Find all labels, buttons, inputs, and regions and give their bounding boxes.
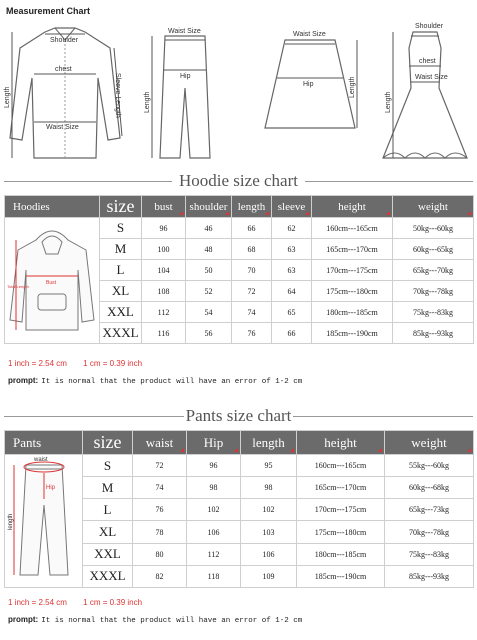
hoodie-illustration [6,220,99,340]
size-cell: L [100,260,142,281]
table-cell: 104 [142,260,186,281]
hoodie-col-shoulder: shoulder [186,196,232,218]
table-cell: 54 [186,302,232,323]
unit-conversion-pants [8,598,156,607]
shirt-diagram [0,18,130,168]
pants-illustration [6,455,82,585]
dress-chest-label: chest [419,58,436,65]
table-cell: 74 [232,302,272,323]
measurement-diagrams [0,18,477,168]
table-cell: 60kg---65kg [393,239,474,260]
dress-length-label: Length [385,91,392,113]
hoodie-col-length: length [232,196,272,218]
shirt-sleeve-label: Sleeve Length [114,73,121,118]
skirt-hip-label: Hip [303,81,314,88]
table-cell: 185cm---190cm [312,323,393,344]
size-cell: M [100,239,142,260]
pants-hip-img-label: Hip [45,485,55,491]
table-cell: 108 [142,281,186,302]
size-cell: M [83,477,133,499]
table-cell: 82 [133,565,187,587]
table-cell: 106 [241,543,297,565]
table-cell: 85kg---93kg [385,565,474,587]
cm-conversion: 1 cm = 0.39 inch [83,359,143,368]
table-cell: 62 [272,218,312,239]
table-row [5,218,474,239]
table-cell: 74 [133,477,187,499]
pants-corner-label: Pants [5,431,83,455]
table-cell: 78 [133,521,187,543]
prompt-label: prompt: [8,376,39,385]
table-cell: 165cm---170cm [297,477,385,499]
table-cell: 60kg---68kg [385,477,474,499]
size-cell: S [100,218,142,239]
table-cell: 70kg---78kg [385,521,474,543]
table-cell: 70kg---78kg [393,281,474,302]
table-cell: 118 [187,565,241,587]
cm-conversion: 1 cm = 0.39 inch [83,598,143,607]
table-cell: 64 [272,281,312,302]
hoodie-size-header: size [100,196,142,218]
table-cell: 66 [232,218,272,239]
table-cell: 109 [241,565,297,587]
skirt-diagram [255,18,365,168]
table-cell: 85kg---93kg [393,323,474,344]
pants-header-row [5,431,474,455]
table-cell: 76 [133,499,187,521]
prompt-text: It is normal that the product will have an error of 1-2 cm [41,617,303,625]
table-cell: 106 [187,521,241,543]
table-cell: 98 [241,477,297,499]
table-cell: 112 [187,543,241,565]
size-cell: XL [100,281,142,302]
inch-conversion: 1 inch = 2.54 cm [8,359,67,368]
pants-chart-title: Pants size chart [185,406,292,425]
shirt-shoulder-label: Shoulder [50,37,79,44]
table-cell: 165cm---170cm [312,239,393,260]
table-cell: 80 [133,543,187,565]
table-cell: 72 [133,455,187,477]
dress-waist-label: Waist Size [415,74,448,81]
hoodie-header-row [5,196,474,218]
table-cell: 103 [241,521,297,543]
pants-col-height: height [297,431,385,455]
size-cell: XL [83,521,133,543]
table-cell: 50kg---60kg [393,218,474,239]
table-cell: 48 [186,239,232,260]
size-cell: XXXL [100,323,142,344]
skirt-waist-label: Waist Size [293,31,326,38]
prompt-note-pants [8,615,302,625]
table-cell: 63 [272,260,312,281]
table-cell: 112 [142,302,186,323]
table-cell: 70 [232,260,272,281]
table-cell: 76 [232,323,272,344]
table-cell: 46 [186,218,232,239]
skirt-length-label: Length [349,76,356,98]
pants-col-hip: Hip [187,431,241,455]
table-cell: 170cm---175cm [297,499,385,521]
table-cell: 68 [232,239,272,260]
dress-shoulder-label: Shoulder [415,23,444,30]
table-cell: 102 [187,499,241,521]
table-cell: 65 [272,302,312,323]
table-cell: 175cm---180cm [297,521,385,543]
prompt-text: It is normal that the product will have an error of 1-2 cm [41,378,303,386]
shirt-chest-label: chest [55,66,72,73]
table-cell: 180cm---185cm [312,302,393,323]
size-cell: S [83,455,133,477]
table-cell: 75kg---83kg [385,543,474,565]
pants-waist-label: Waist Size [168,28,201,35]
table-cell: 102 [241,499,297,521]
table-cell: 95 [241,455,297,477]
pants-section-header [0,406,477,426]
pants-image-cell [5,455,83,588]
measurement-chart-title: Measurement Chart [6,6,91,16]
pants-length-img-label: length [7,513,14,530]
table-cell: 65kg---73kg [385,499,474,521]
table-cell: 98 [187,477,241,499]
shirt-waist-label: Waist Size [46,124,79,131]
table-cell: 116 [142,323,186,344]
table-cell: 52 [186,281,232,302]
table-cell: 55kg---60kg [385,455,474,477]
table-cell: 96 [142,218,186,239]
table-cell: 100 [142,239,186,260]
prompt-label: prompt: [8,615,39,624]
hoodie-length-label: Total Length [6,283,29,289]
hoodie-bust-label: Bust [45,279,56,286]
hoodie-size-table [4,195,474,344]
pants-diagram [140,18,230,168]
table-cell: 160cm---165cm [297,455,385,477]
hoodie-col-height: height [312,196,393,218]
table-cell: 175cm---180cm [312,281,393,302]
table-cell: 72 [232,281,272,302]
table-cell: 160cm---165cm [312,218,393,239]
table-row [5,455,474,477]
table-cell: 63 [272,239,312,260]
pants-col-weight: weight [385,431,474,455]
pants-waist-img-label: waist [33,457,48,463]
table-cell: 185cm---190cm [297,565,385,587]
pants-col-length: length [241,431,297,455]
hoodie-section-header [0,171,477,191]
hoodie-col-sleeve: sleeve [272,196,312,218]
table-cell: 170cm---175cm [312,260,393,281]
hoodie-col-weight: weight [393,196,474,218]
hoodies-corner-label: Hoodies [5,196,100,218]
table-cell: 180cm---185cm [297,543,385,565]
shirt-length-label: Length [4,86,11,108]
size-cell: XXL [83,543,133,565]
pants-size-table [4,430,474,588]
inch-conversion: 1 inch = 2.54 cm [8,598,67,607]
unit-conversion-hoodie [8,359,156,368]
hoodie-chart-title: Hoodie size chart [179,171,298,190]
table-cell: 66 [272,323,312,344]
hoodie-image-cell [5,218,100,344]
hoodie-col-bust: bust [142,196,186,218]
dress-diagram [375,18,475,168]
table-cell: 56 [186,323,232,344]
table-cell: 50 [186,260,232,281]
size-cell: XXXL [83,565,133,587]
table-cell: 96 [187,455,241,477]
pants-length-label: Length [144,91,151,113]
size-cell: L [83,499,133,521]
table-cell: 75kg---83kg [393,302,474,323]
size-cell: XXL [100,302,142,323]
table-cell: 65kg---70kg [393,260,474,281]
pants-hip-label: Hip [180,73,191,80]
prompt-note-hoodie [8,376,302,386]
pants-size-header: size [83,431,133,455]
pants-col-waist: waist [133,431,187,455]
